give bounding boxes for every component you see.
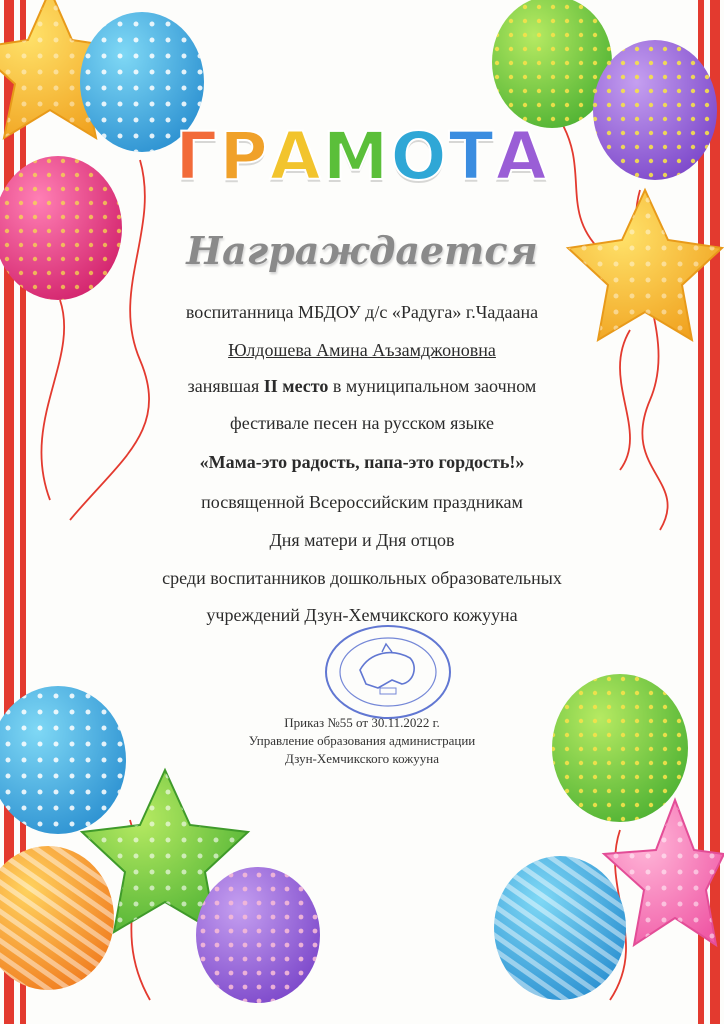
title-letter: М bbox=[322, 118, 391, 195]
title-letter: Г bbox=[175, 118, 220, 195]
title-letter: Т bbox=[448, 118, 496, 195]
festival-line: фестивале песен на русском языке bbox=[230, 413, 494, 433]
awarded-heading: Награждается bbox=[186, 228, 538, 273]
recipient-org: воспитанница МБДОУ д/с «Радуга» г.Чадаана bbox=[185, 302, 539, 322]
recipient-name: Юлдошева Амина Аъзамджоновна bbox=[228, 340, 496, 360]
title-letter: О bbox=[390, 118, 449, 195]
issuer-district: Дзун-Хемчикского кожууна bbox=[285, 751, 439, 766]
holidays-line: Дня матери и Дня отцов bbox=[269, 530, 455, 550]
stamp-icon bbox=[322, 622, 454, 722]
place-line: занявшая II место в муниципальном заочном bbox=[187, 376, 537, 396]
certificate-title bbox=[0, 118, 724, 195]
dedication-line: посвященной Всероссийским праздникам bbox=[201, 492, 523, 512]
participants-line: среди воспитанников дошкольных образовательных bbox=[162, 568, 562, 588]
title-letter: А bbox=[495, 118, 549, 195]
song-title: «Мама-это радость, папа-это гордость!» bbox=[199, 452, 525, 472]
institutions-line: учреждений Дзун-Хемчикского кожууна bbox=[206, 605, 518, 625]
issuer-department: Управление образования администрации bbox=[248, 733, 476, 748]
order-number: Приказ №55 от 30.11.2022 г. bbox=[284, 715, 440, 730]
title-letter: А bbox=[269, 118, 323, 195]
title-letter: Р bbox=[219, 118, 270, 195]
